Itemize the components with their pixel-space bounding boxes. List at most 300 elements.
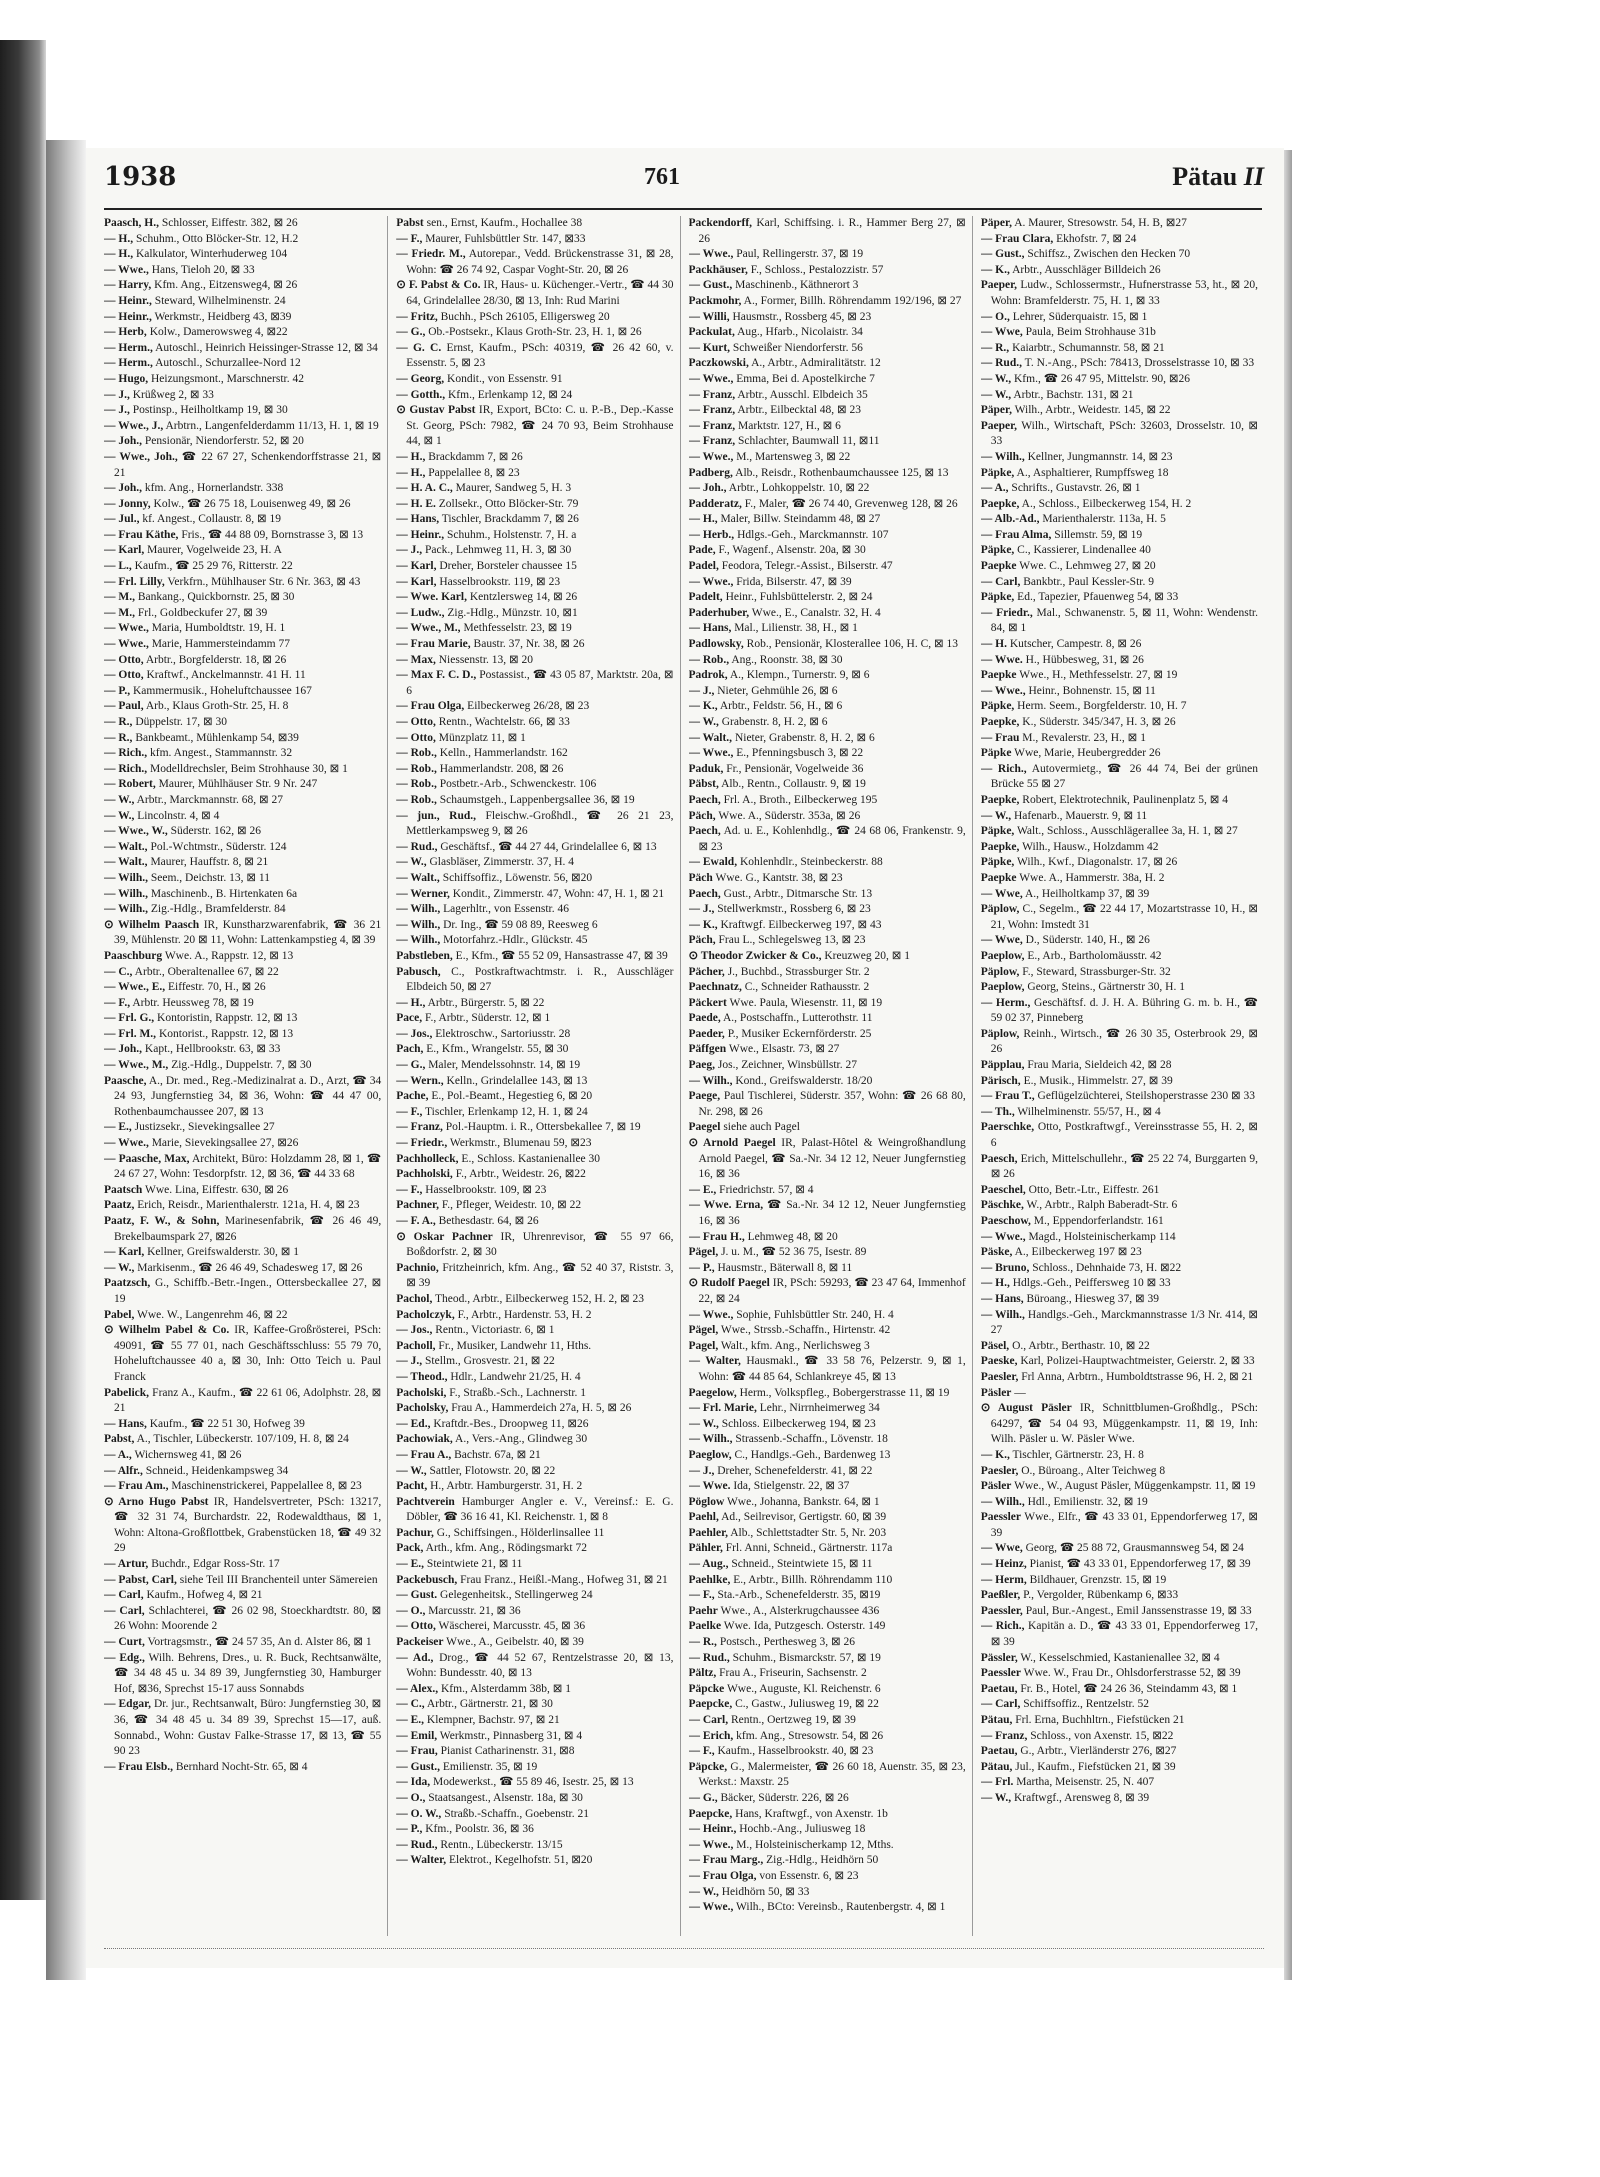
entry-name: Pätau,: [980, 1714, 1013, 1726]
entry-name: — Herb.,: [688, 528, 735, 541]
entry-details: Franz A., Kaufm., ☎ 22 61 06, Adolphstr. 28, ⊠ 21: [114, 1386, 382, 1415]
entry-name: — Wilh.,: [104, 903, 148, 916]
entry-details: Postsch., Perthesweg 3, ⊠ 26: [716, 1636, 855, 1649]
entry-name: Paessler,: [980, 1604, 1023, 1617]
directory-entry: [396, 466, 673, 482]
header-range: [1172, 162, 1264, 192]
entry-name: — Bruno,: [980, 1261, 1030, 1274]
entry-name: — Wwe.,: [688, 450, 734, 463]
entry-details: Münzplatz 11, ⊠ 1: [435, 731, 526, 744]
entry-name: — Georg,: [396, 372, 445, 385]
entry-details: Postinsp., Heilholtkamp 19, ⊠ 30: [129, 404, 288, 417]
entry-name: — Herb,: [104, 326, 147, 339]
entry-name: — Wwe.,: [688, 747, 734, 760]
entry-name: — Frau H.,: [688, 1230, 745, 1243]
entry-name: — G.,: [396, 1059, 426, 1072]
entry-name: — Frl. M.,: [104, 1027, 157, 1040]
entry-details: Gust., Arbtr., Ditmarsche Str. 13: [720, 887, 873, 900]
directory-entry: [104, 762, 381, 778]
entry-name: — J.,: [688, 1464, 715, 1477]
directory-entry: [396, 1557, 673, 1573]
entry-name: Paepke: [980, 871, 1017, 884]
entry-details: Arbtr., Ausschl. Elbdeich 35: [735, 388, 868, 401]
entry-details: Rentn., Oertzweg 19, ⊠ 39: [728, 1714, 856, 1726]
entry-name: Pässler,: [980, 1651, 1018, 1664]
entry-details: Marie, Sievekingsallee 27, ⊠26: [148, 1137, 299, 1150]
entry-name: — Wwe.,: [104, 622, 149, 635]
directory-entry: [104, 809, 381, 825]
directory-entry: [689, 1120, 966, 1136]
directory-entry: [689, 1058, 966, 1074]
entry-name: Paepke,: [980, 840, 1020, 853]
entry-name: ⊙ Arnold Paegel: [688, 1137, 776, 1150]
entry-details: Ernst, Kaufm., PSch: 40319, ☎ 26 42 60, v. Essenstr. 5, ⊠ 23: [406, 341, 674, 370]
entry-details: Maurer, Sandweg 5, H. 3: [452, 482, 572, 495]
directory-entry: [689, 1541, 966, 1557]
directory-entry: [104, 528, 381, 544]
directory-entry: [689, 1869, 966, 1885]
directory-entry: [689, 1666, 966, 1682]
entry-name: Paech,: [688, 887, 721, 900]
entry-details: Schiffsoffiz., Rentzelstr. 52: [1020, 1698, 1149, 1711]
entry-details: Maschinenb., Käthnerort 3: [732, 279, 859, 292]
directory-entry: [689, 388, 966, 404]
entry-details: Hamburger Angler e. V., Vereinsf.: E. G. Döbler, ☎ 36 16 41, Kl. Reichenstr. 1, ⊠ 8: [406, 1495, 674, 1524]
directory-entry: [396, 1370, 673, 1386]
entry-details: Ad. u. E., Kohlenhdlg., ☎ 24 68 06, Frankenstr. 9, ⊠ 23: [698, 825, 966, 853]
entry-details: Hans, Tieloh 20, ⊠ 33: [148, 263, 255, 276]
directory-entry: [689, 684, 966, 700]
directory-entry: [689, 606, 966, 622]
entry-details: Baustr. 37, Nr. 38, ⊠ 26: [470, 638, 585, 651]
entry-name: Paepcke,: [688, 1698, 733, 1711]
entry-name: Päpke,: [980, 700, 1015, 713]
entry-details: Rentn., Lübeckerstr. 13/15: [437, 1838, 563, 1851]
entry-name: Pack,: [396, 1542, 424, 1555]
entry-name: Pache,: [396, 1090, 429, 1103]
entry-name: Päsler: [980, 1480, 1012, 1493]
directory-entry: [396, 777, 673, 793]
entry-details: Brackdamm 7, ⊠ 26: [425, 450, 523, 463]
directory-entry: [981, 325, 1258, 341]
page-header: [104, 162, 1264, 202]
entry-name: — Paul,: [104, 700, 144, 713]
directory-entry: [689, 1697, 966, 1713]
directory-column-2: [396, 216, 680, 1936]
entry-details: Kammermusik., Hoheluftchaussee 167: [130, 684, 312, 697]
directory-entry: [104, 871, 381, 887]
entry-name: — Hugo,: [104, 372, 149, 385]
directory-entry: [396, 1136, 673, 1152]
entry-details: Arbtr., Lohkoppelstr. 10, ⊠ 22: [726, 482, 870, 495]
directory-entry: [104, 918, 381, 949]
entry-name: Paesch,: [980, 1152, 1018, 1165]
entry-name: Päpke,: [980, 591, 1015, 604]
entry-name: — Harry,: [104, 279, 152, 292]
entry-name: — Karl,: [104, 544, 145, 557]
entry-name: Päch: [688, 871, 713, 884]
directory-entry: [689, 699, 966, 715]
entry-details: Arbtr., Bürgerstr. 5, ⊠ 22: [425, 996, 545, 1009]
directory-entry: [981, 310, 1258, 326]
directory-entry: [689, 1588, 966, 1604]
entry-name: — Wwe.,: [980, 684, 1026, 697]
directory-entry: [396, 1541, 673, 1557]
entry-details: Staatsangest., Alsenstr. 18a, ⊠ 30: [425, 1791, 583, 1804]
entry-details: Schneid., Steintwiete 15, ⊠ 11: [728, 1558, 873, 1571]
entry-details: Pianist, ☎ 43 33 01, Eppendorferweg 17, ⊠ 39: [1026, 1558, 1251, 1571]
entry-name: — Walt.,: [104, 840, 148, 853]
directory-entry: [981, 372, 1258, 388]
entry-name: — J.,: [688, 684, 715, 697]
entry-details: F., Maler, ☎ 26 74 40, Grevenweg 128, ⊠ 26: [741, 497, 958, 510]
entry-name: — F.,: [396, 1183, 423, 1196]
entry-name: — Herm.,: [104, 341, 153, 354]
directory-entry: [689, 419, 966, 435]
directory-entry: [104, 497, 381, 513]
entry-name: — Rich.,: [980, 762, 1027, 775]
directory-entry: [396, 668, 673, 699]
directory-entry: [396, 497, 673, 513]
entry-name: — F.,: [688, 1589, 715, 1602]
directory-entry: [396, 1775, 673, 1791]
entry-details: IR, Handelsvertreter, PSch: 13217, ☎ 32 31 74, Burchardstr. 22, Rodewaldthaus, ⊠ 1, Wohn: Altona-Großflottbek, Grabenstücken 18, ☎ 49 32 29: [114, 1495, 382, 1555]
entry-name: — Frau Marie,: [396, 638, 471, 651]
directory-entry: [396, 372, 673, 388]
entry-details: Geflügelzüchterei, Steilshoperstrasse 230 ⊠ 33: [1034, 1090, 1256, 1103]
directory-entry: [981, 1557, 1258, 1573]
entry-details: Elektroschw., Sartoriusstr. 28: [432, 1027, 571, 1040]
entry-name: — Wwe. Erna,: [688, 1199, 764, 1212]
entry-details: Vortragsmstr., ☎ 24 57 35, An d. Alster 86, ⊠ 1: [144, 1636, 372, 1649]
entry-name: — Frau: [980, 731, 1020, 744]
directory-entry: [396, 1152, 673, 1168]
entry-name: Paegel: [688, 1121, 721, 1134]
entry-details: O., Arbtr., Berthastr. 10, ⊠ 22: [1009, 1339, 1150, 1352]
entry-details: C., Kassierer, Lindenallee 40: [1014, 544, 1151, 557]
directory-entry: [396, 809, 673, 840]
directory-entry: [396, 1027, 673, 1043]
entry-details: —: [1011, 1386, 1026, 1399]
directory-entry: [104, 606, 381, 622]
entry-name: Padrok,: [688, 669, 728, 682]
entry-name: — Wwe.,: [688, 372, 734, 385]
entry-name: — Frl. Lilly,: [104, 575, 165, 588]
directory-entry: [689, 1900, 966, 1916]
entry-details: Schuhm., Otto Blöcker-Str. 12, H.2: [133, 232, 299, 245]
directory-entry: [396, 1729, 673, 1745]
directory-entry: [396, 325, 673, 341]
entry-details: Arbtrn., Langenfelderdamm 11/13, H. 1, ⊠ 19: [163, 419, 379, 432]
directory-entry: [104, 372, 381, 388]
entry-details: Pol.-Wchtmstr., Süderstr. 124: [147, 840, 287, 853]
directory-entry: [396, 341, 673, 372]
entry-details: Schaumstgeh., Lappenbergsallee 36, ⊠ 19: [436, 793, 635, 806]
directory-entry: [981, 575, 1258, 591]
entry-details: Maurer, Fuhlsbüttler Str. 147, ⊠33: [422, 232, 586, 245]
directory-entry: [396, 1214, 673, 1230]
entry-details: IR, Export, BCto: C. u. P.-B., Dep.-Kasse St. Georg, PSch: 7982, ☎ 24 70 93, Beim Strohhause 44, ⊠ 1: [406, 404, 674, 448]
entry-details: Kraftwgf., Arensweg 8, ⊠ 39: [1011, 1791, 1150, 1804]
entry-name: Pätau,: [980, 1760, 1013, 1773]
entry-details: Modewerkst., ☎ 55 89 46, Isestr. 25, ⊠ 13: [430, 1776, 634, 1789]
entry-details: Wwe. W., Frau Dr., Ohlsdorferstrasse 52, ⊠ 39: [1020, 1667, 1241, 1680]
entry-name: — J.,: [688, 903, 715, 916]
entry-name: Paderhuber,: [688, 606, 750, 619]
entry-details: Maler, Billw. Steindamm 48, ⊠ 27: [717, 513, 881, 526]
entry-name: Pachur,: [396, 1526, 434, 1539]
entry-details: siehe Teil III Branchenteil unter Sämereien: [176, 1573, 378, 1586]
directory-entry: [981, 1370, 1258, 1386]
entry-name: Paeschow,: [980, 1215, 1031, 1227]
entry-details: F., Schloss., Pestalozzistr. 57: [747, 263, 884, 276]
directory-entry: [689, 1417, 966, 1433]
entry-details: IR, Kunstharzwarenfabrik, ☎ 36 21 39, Mühlenstr. 20 ⊠ 11, Wohn: Lattenkampstieg 4, ⊠ 39: [114, 918, 382, 947]
entry-name: — Wilh.,: [688, 1433, 733, 1446]
entry-details: Hdlgs.-Geh., Marckmannstr. 107: [734, 528, 889, 541]
directory-entry: [104, 278, 381, 294]
directory-entry: [981, 1682, 1258, 1698]
directory-entry: [981, 247, 1258, 263]
directory-entry: [689, 481, 966, 497]
directory-entry: [689, 855, 966, 871]
entry-name: Pabst,: [104, 1433, 135, 1446]
directory-entry: [104, 419, 381, 435]
entry-details: ☎ 22 67 27, Schenkendorffstrasse 21, ⊠ 21: [114, 450, 382, 479]
directory-entry: [396, 278, 673, 309]
directory-entry: [396, 1074, 673, 1090]
entry-details: A., Klempn., Turnerstr. 9, ⊠ 6: [727, 669, 870, 682]
directory-entry: [396, 1323, 673, 1339]
entry-name: — Ewald,: [688, 856, 738, 869]
directory-entry: [396, 746, 673, 762]
directory-entry: [689, 1619, 966, 1635]
entry-name: — W.,: [688, 1417, 719, 1430]
entry-name: — Wwe.,: [688, 248, 734, 261]
entry-details: T. N.-Ang., PSch: 78413, Drosselstrasse 10, ⊠ 33: [1021, 357, 1255, 370]
entry-name: Pachtverein: [396, 1495, 455, 1508]
directory-entry: [396, 1120, 673, 1136]
entry-details: Hdlgs.-Geh., Peiffersweg 10 ⊠ 33: [1009, 1277, 1171, 1290]
directory-entry: [396, 1261, 673, 1292]
entry-details: Zig.-Hdlg., Heidhörn 50: [763, 1854, 879, 1867]
directory-entry: [981, 902, 1258, 933]
directory-entry: [689, 450, 966, 466]
directory-entry: [104, 232, 381, 248]
directory-entry: [104, 996, 381, 1012]
entry-name: — Hans,: [980, 1292, 1024, 1305]
entry-details: Schweißer Niendorferstr. 56: [730, 341, 863, 354]
entry-details: Otto, Postkraftwgf., Vereinsstrasse 55, H. 2, ⊠ 6: [990, 1121, 1258, 1150]
directory-entry: [689, 1853, 966, 1869]
directory-entry: [396, 715, 673, 731]
directory-entry: [396, 1105, 673, 1121]
entry-details: Fris., ☎ 44 88 09, Bornstrasse 3, ⊠ 13: [178, 528, 364, 541]
directory-entry: [104, 668, 381, 684]
entry-name: Padel,: [688, 560, 719, 573]
entry-name: — Wilh.,: [980, 1308, 1025, 1321]
entry-details: Bachstr. 67a, ⊠ 21: [451, 1448, 541, 1461]
entry-details: Schlosser, Eiffestr. 382, ⊠ 26: [158, 217, 298, 229]
entry-details: Paul, Bur.-Angest., Emil Janssenstrasse 19, ⊠ 33: [1022, 1604, 1252, 1617]
entry-details: Werkmstr., Blumenau 59, ⊠23: [447, 1137, 592, 1150]
entry-name: — Wwe.,: [688, 1838, 734, 1851]
directory-entry: [396, 1464, 673, 1480]
entry-name: — O.,: [396, 1791, 426, 1804]
entry-name: Paeg,: [688, 1059, 716, 1072]
directory-entry: [981, 1713, 1258, 1729]
directory-entry: [981, 840, 1258, 856]
entry-name: — Emil,: [396, 1729, 438, 1742]
entry-details: Georg, ☎ 25 88 72, Grausmannsweg 54, ⊠ 24: [1022, 1542, 1244, 1555]
entry-details: Tischler, Erlenkamp 12, H. 1, ⊠ 24: [422, 1105, 588, 1118]
entry-name: Pältz,: [688, 1667, 717, 1680]
entry-name: Paesler,: [980, 1370, 1019, 1383]
directory-entry: [104, 731, 381, 747]
entry-name: — H.,: [396, 466, 426, 479]
directory-entry: [396, 1479, 673, 1495]
entry-details: Wwe., E., Canalstr. 32, H. 4: [749, 606, 881, 619]
directory-entry: [981, 1479, 1258, 1495]
entry-name: — Karl,: [396, 560, 437, 573]
entry-details: Marktstr. 127, H., ⊠ 6: [735, 419, 841, 432]
entry-details: Karl, Polizei-Hauptwachtmeister, Geierstr. 2, ⊠ 33: [1017, 1355, 1255, 1368]
entry-name: Packhäuser,: [688, 263, 748, 276]
directory-entry: [981, 715, 1258, 731]
directory-entry: [104, 746, 381, 762]
directory-entry: [689, 1276, 966, 1307]
directory-entry: [104, 1120, 381, 1136]
entry-details: P., Vergolder, Rübenkamp 6, ⊠33: [1020, 1589, 1179, 1602]
directory-entry: [689, 965, 966, 981]
entry-name: — Jul.,: [104, 513, 140, 526]
directory-entry: [104, 481, 381, 497]
entry-details: Ida, Stielgenstr. 22, ⊠ 37: [730, 1480, 850, 1493]
entry-details: Erich, Reisdr., Marienthalerstr. 121a, H. 4, ⊠ 23: [134, 1199, 360, 1212]
directory-entry: [104, 1448, 381, 1464]
entry-details: E., Musik., Himmelstr. 27, ⊠ 39: [1020, 1074, 1173, 1087]
entry-details: Wwe., H., Methfesselstr. 27, ⊠ 19: [1016, 669, 1178, 682]
entry-details: Kfm., Poolstr. 36, ⊠ 36: [422, 1823, 534, 1836]
entry-details: Hausmakl., ☎ 33 58 76, Pelzerstr. 9, ⊠ 1, Wohn: ☎ 44 85 64, Schlankreye 45, ⊠ 13: [698, 1355, 966, 1383]
directory-entry: [689, 824, 966, 855]
entry-name: — F.,: [688, 1745, 715, 1758]
directory-entry: [981, 1261, 1258, 1277]
directory-entry: [104, 965, 381, 981]
directory-entry: [396, 918, 673, 934]
entry-details: Paula, Beim Strohhause 31b: [1022, 326, 1156, 339]
entry-details: F., Arbtr., Weidestr. 26, ⊠22: [452, 1168, 586, 1181]
directory-entry: [396, 855, 673, 871]
directory-entry: [981, 341, 1258, 357]
entry-name: — Frl. Marie,: [688, 1402, 757, 1415]
entry-details: Pappelallee 8, ⊠ 23: [425, 466, 520, 479]
entry-name: — W.,: [688, 716, 719, 728]
entry-name: Padlowsky,: [688, 638, 744, 651]
directory-entry: [104, 699, 381, 715]
entry-details: C., Segelm., ☎ 22 44 17, Mozartstrasse 10, H., ⊠ 21, Wohn: Imstedt 31: [990, 903, 1258, 931]
entry-details: Kontorist., Rappstr. 12, ⊠ 13: [156, 1027, 294, 1040]
directory-entry: [981, 1292, 1258, 1308]
directory-entry: [396, 793, 673, 809]
entry-name: — A.,: [104, 1448, 132, 1461]
directory-entry: [396, 1651, 673, 1682]
directory-entry: [981, 1697, 1258, 1713]
entry-details: Kfm., Erlenkamp 12, ⊠ 24: [445, 388, 573, 401]
entry-details: Maler, Mendelssohnstr. 14, ⊠ 19: [425, 1059, 581, 1072]
directory-entry: [104, 294, 381, 310]
entry-details: Nieter, Grabenstr. 8, H. 2, ⊠ 6: [732, 731, 875, 744]
directory-entry: [689, 1713, 966, 1729]
entry-name: — Jonny,: [104, 497, 151, 510]
entry-details: Kellner, Jungmannstr. 14, ⊠ 23: [1024, 450, 1173, 463]
directory-entry: [689, 247, 966, 263]
entry-details: Handlgs.-Geh., Marckmannstrasse 1/3 Nr. 414, ⊠ 27: [990, 1308, 1258, 1337]
entry-details: ☎ Sa.-Nr. 34 12 12, Neuer Jungfernstieg 16, ⊠ 36: [698, 1199, 966, 1227]
entry-name: Pachholski,: [396, 1168, 453, 1181]
entry-details: Steintwiete 21, ⊠ 11: [424, 1558, 523, 1571]
directory-entry: [981, 637, 1258, 653]
entry-name: — Frau Olga,: [688, 1869, 757, 1882]
entry-name: — Wilh.,: [980, 1495, 1025, 1508]
entry-name: — Heinz,: [980, 1558, 1027, 1571]
entry-details: Wwe. Paula, Wiesenstr. 11, ⊠ 19: [726, 996, 883, 1009]
directory-entry: [981, 933, 1258, 949]
directory-entry: [689, 777, 966, 793]
directory-entry: [981, 1074, 1258, 1090]
entry-details: Arbtr., Oberaltenallee 67, ⊠ 22: [132, 965, 279, 978]
directory-entry: [104, 840, 381, 856]
directory-column-4: [981, 216, 1264, 1936]
entry-name: — G. C.: [396, 341, 442, 354]
entry-name: — Wwe.,: [688, 1308, 734, 1321]
entry-name: — Franz,: [396, 1121, 443, 1134]
entry-name: — Rob.,: [688, 653, 730, 666]
entry-name: — Theod.,: [396, 1370, 448, 1383]
entry-name: Pade,: [688, 544, 716, 557]
directory-entry: [689, 512, 966, 528]
entry-details: Sillemstr. 59, ⊠ 19: [1051, 528, 1143, 541]
directory-entry: [396, 481, 673, 497]
directory-entry: [396, 543, 673, 559]
entry-name: Padelt,: [688, 591, 723, 604]
entry-details: Seem., Deichstr. 13, ⊠ 11: [148, 871, 270, 884]
directory-entry: [104, 1651, 381, 1698]
directory-entry: [689, 1230, 966, 1246]
directory-entry: [104, 559, 381, 575]
directory-entry: [981, 1214, 1258, 1230]
entry-details: M., Eppendorferlandstr. 161: [1030, 1215, 1164, 1227]
entry-details: Arbtr., Bachstr. 131, ⊠ 21: [1011, 388, 1134, 401]
entry-name: — Wwe. Karl,: [396, 591, 467, 604]
entry-name: Pach,: [396, 1043, 424, 1056]
directory-entry: [104, 1011, 381, 1027]
entry-details: Frau A., Friseurin, Sachsenstr. 2: [716, 1667, 867, 1680]
entry-details: Nieter, Gehmühle 26, ⊠ 6: [714, 684, 838, 697]
entry-name: — H. A. C.,: [396, 482, 453, 495]
directory-entry: [396, 1682, 673, 1698]
entry-details: Theod., Arbtr., Eilbeckerweg 152, H. 2, ⊠ 23: [432, 1292, 644, 1305]
entry-details: Dr. jur., Rechtsanwalt, Büro: Jungfernstieg 30, ⊠ 36, ☎ 34 48 45 u. 34 89 39, Sprechst 15—17, auß. Sonnabd., Wohn: Gustav Falke-Strasse 17, ⊠ 13, ☎ 55 90 23: [114, 1698, 382, 1758]
entry-details: Maschinenstrickerei, Pappelallee 8, ⊠ 23: [168, 1480, 362, 1493]
entry-details: Arbtr., Eilbecktal 48, ⊠ 23: [735, 404, 862, 417]
directory-entry: [396, 1308, 673, 1324]
entry-details: Magd., Holsteinischerkamp 114: [1025, 1230, 1176, 1243]
directory-entry: [981, 466, 1258, 482]
entry-details: Jos., Zeichner, Winsbüllstr. 27: [715, 1059, 857, 1072]
entry-name: — Alb.-Ad.,: [980, 513, 1040, 526]
entry-name: — Curt,: [104, 1636, 145, 1649]
